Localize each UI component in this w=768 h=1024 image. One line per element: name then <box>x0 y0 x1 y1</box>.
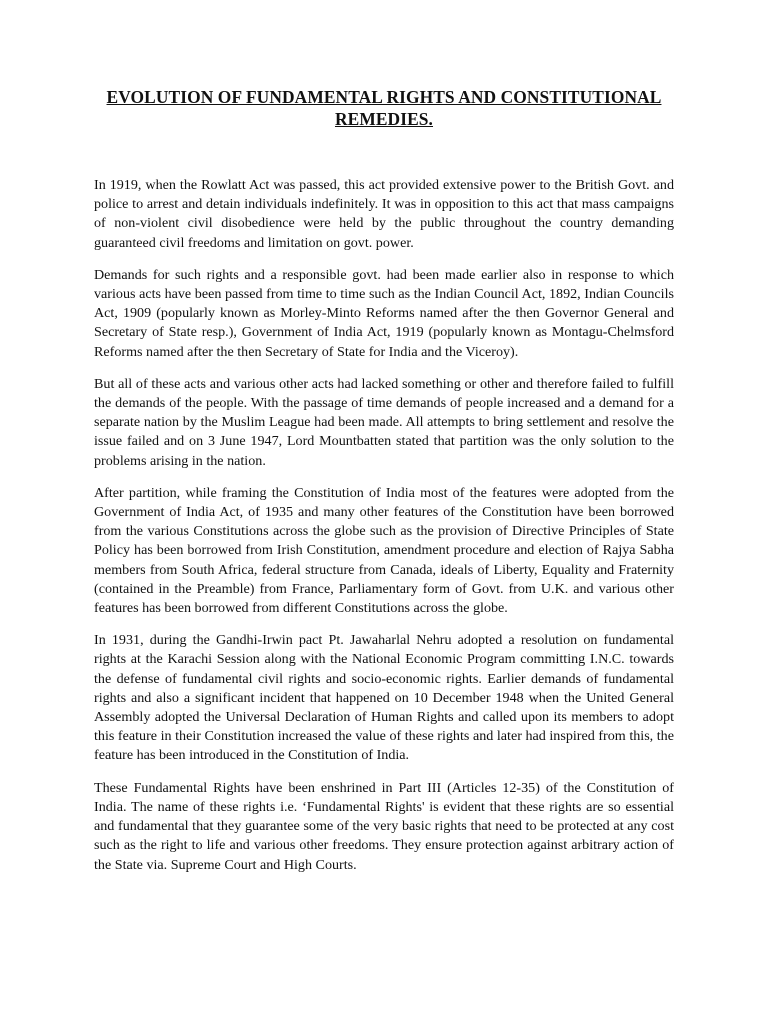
paragraph-rowlatt-act: In 1919, when the Rowlatt Act was passed, this act provided extensive power to the British Govt. and police to arrest and detain individuals indefinitely. It was in opposition to this act that mass campaigns of non-violent civil disobedience were held by the public throughout the country demanding guaranteed civil freedoms and limitation on govt. power. <box>94 177 674 251</box>
paragraph-part-three: These Fundamental Rights have been enshrined in Part III (Articles 12-35) of the Constitution of India. The name of these rights i.e. ‘Fundamental Rights' is evident that these rights are so essential and fundamental that they guarantee some of the very basic rights that need to be protected at any cost such as the right to life and various other freedoms. They ensure protection against arbitrary action of the State via. Supreme Court and High Courts. <box>94 779 674 873</box>
paragraph-partition: But all of these acts and various other acts had lacked something or other and therefore failed to fulfill the demands of the people. With the passage of time demands of people increased and a demand for a separate nation by the Muslim League had been made. All attempts to bring settlement and resolve the issue failed and on 3 June 1947, Lord Mountbatten stated that partition was the only solution to the problems arising in the nation. <box>94 375 674 469</box>
paragraph-earlier-demands: Demands for such rights and a responsible govt. had been made earlier also in response to which various acts have been passed from time to time such as the Indian Council Act, 1892, Indian Councils Act, 1909 (popularly known as Morley-Minto Reforms named after the then Governor General and Secretary of State resp.), Government of India Act, 1919 (popularly known as Montagu-Chelmsford Reforms named after the then Secretary of State for India and the Viceroy). <box>94 266 674 360</box>
page-title: EVOLUTION OF FUNDAMENTAL RIGHTS AND CONSTITUTIONAL REMEDIES. <box>106 87 662 129</box>
paragraph-constitution-sources: After partition, while framing the Constitution of India most of the features were adopted from the Government of India Act, of 1935 and many other features of the Constitution have been borrowed from the various Constitutions across the globe such as the provision of Directive Principles of State Policy has been borrowed from Irish Constitution, amendment procedure and election of Rajya Sabha members from South Africa, federal structure from Canada, ideals of Liberty, Equality and Fraternity (contained in the Preamble) from France, Parliamentary form of Govt. from U.K. and various other features has been borrowed from different Constitutions across the globe. <box>94 484 674 617</box>
paragraph-karachi-session: In 1931, during the Gandhi-Irwin pact Pt. Jawaharlal Nehru adopted a resolution on fundamental rights at the Karachi Session along with the National Economic Program committing I.N.C. towards the defense of fundamental civil rights and socio-economic rights. Earlier demands of fundamental rights and also a significant incident that happened on 10 December 1948 when the United General Assembly adopted the Universal Declaration of Human Rights and called upon its members to adopt this feature in their Constitution increased the value of these rights and later had inspired from this, the feature has been introduced in the Constitution of India. <box>94 632 674 764</box>
